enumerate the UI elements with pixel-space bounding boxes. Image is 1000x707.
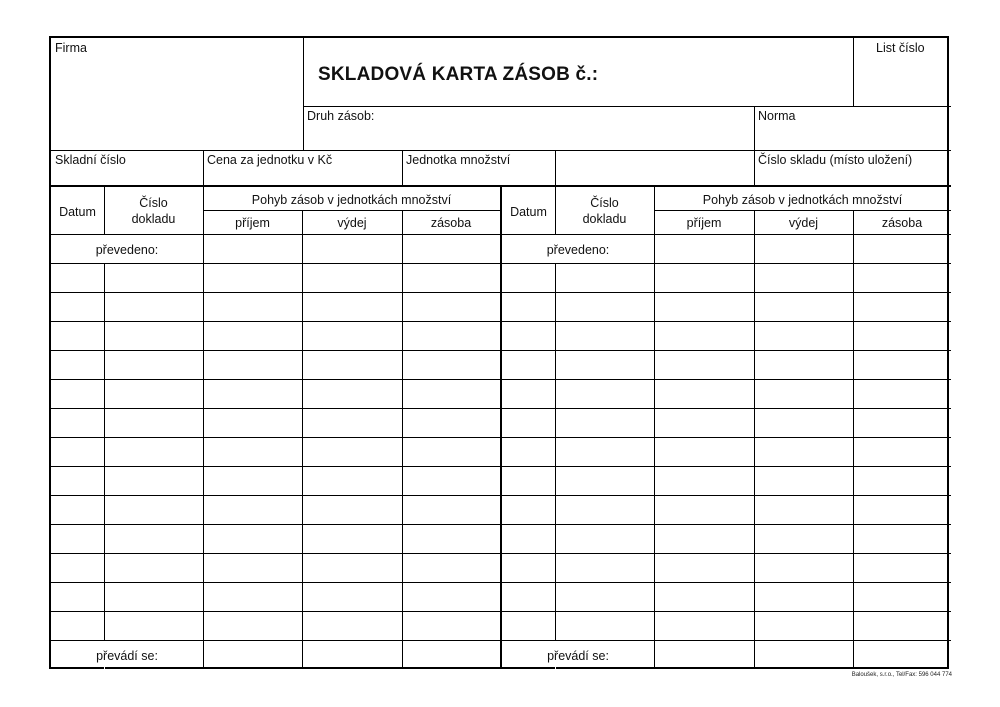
divider (500, 187, 502, 669)
divider (402, 150, 403, 185)
pohyb-header: Pohyb zásob v jednotkách množství (702, 193, 903, 207)
divider (853, 210, 854, 669)
divider (754, 210, 755, 669)
zasoba-header: zásoba (881, 216, 923, 230)
divider (303, 106, 951, 107)
divider (203, 150, 204, 185)
page-title: SKLADOVÁ KARTA ZÁSOB č.: (318, 64, 599, 85)
vydej-header: výdej (788, 216, 819, 230)
divider (51, 321, 951, 322)
vydej-header: výdej (337, 216, 367, 230)
divider (51, 234, 951, 235)
divider (853, 38, 854, 106)
skladni-cislo-label: Skladní číslo (55, 153, 126, 167)
prevedeno-label: převedeno: (546, 243, 610, 257)
datum-header: Datum (510, 205, 547, 219)
firma-label: Firma (55, 41, 87, 55)
divider (302, 210, 303, 669)
prevadi-se-label: převádí se: (96, 649, 158, 663)
divider (203, 187, 204, 669)
cislo-dokladu-header: dokladu (131, 212, 176, 226)
list-cislo-label: List číslo (876, 41, 925, 55)
divider (555, 150, 556, 185)
zasoba-header: zásoba (430, 216, 472, 230)
prevedeno-label: převedeno: (95, 243, 159, 257)
divider (754, 106, 755, 150)
cislo-dokladu-header: Číslo (139, 196, 168, 210)
divider (51, 150, 951, 151)
prijem-header: příjem (686, 216, 722, 230)
divider (51, 611, 951, 612)
prevadi-se-label: převádí se: (547, 649, 609, 663)
divider (51, 263, 951, 264)
divider (51, 640, 951, 641)
divider (754, 150, 755, 185)
divider (203, 210, 500, 211)
footer-publisher: Baloušek, s.r.o., Tel/Fax: 596 044 774 (851, 672, 952, 678)
cislo-skladu-label: Číslo skladu (místo uložení) (758, 153, 913, 167)
divider (654, 187, 655, 669)
divider (51, 437, 951, 438)
divider (51, 495, 951, 496)
divider (402, 210, 403, 669)
divider (303, 38, 304, 150)
divider (51, 408, 951, 409)
divider (51, 379, 951, 380)
divider (51, 350, 951, 351)
stock-card-form (49, 36, 949, 669)
prijem-header: příjem (235, 216, 270, 230)
divider (51, 582, 951, 583)
divider (51, 292, 951, 293)
druh-zasob-label: Druh zásob: (307, 109, 375, 123)
cislo-dokladu-header: dokladu (582, 212, 627, 226)
norma-label: Norma (758, 109, 796, 123)
cislo-dokladu-header: Číslo (590, 196, 619, 210)
divider (51, 466, 951, 467)
cena-label: Cena za jednotku v Kč (207, 153, 333, 167)
divider (51, 524, 951, 525)
jednotka-label: Jednotka množství (406, 153, 511, 167)
divider (654, 210, 951, 211)
divider (51, 553, 951, 554)
datum-header: Datum (59, 205, 96, 219)
pohyb-header: Pohyb zásob v jednotkách množství (251, 193, 452, 207)
